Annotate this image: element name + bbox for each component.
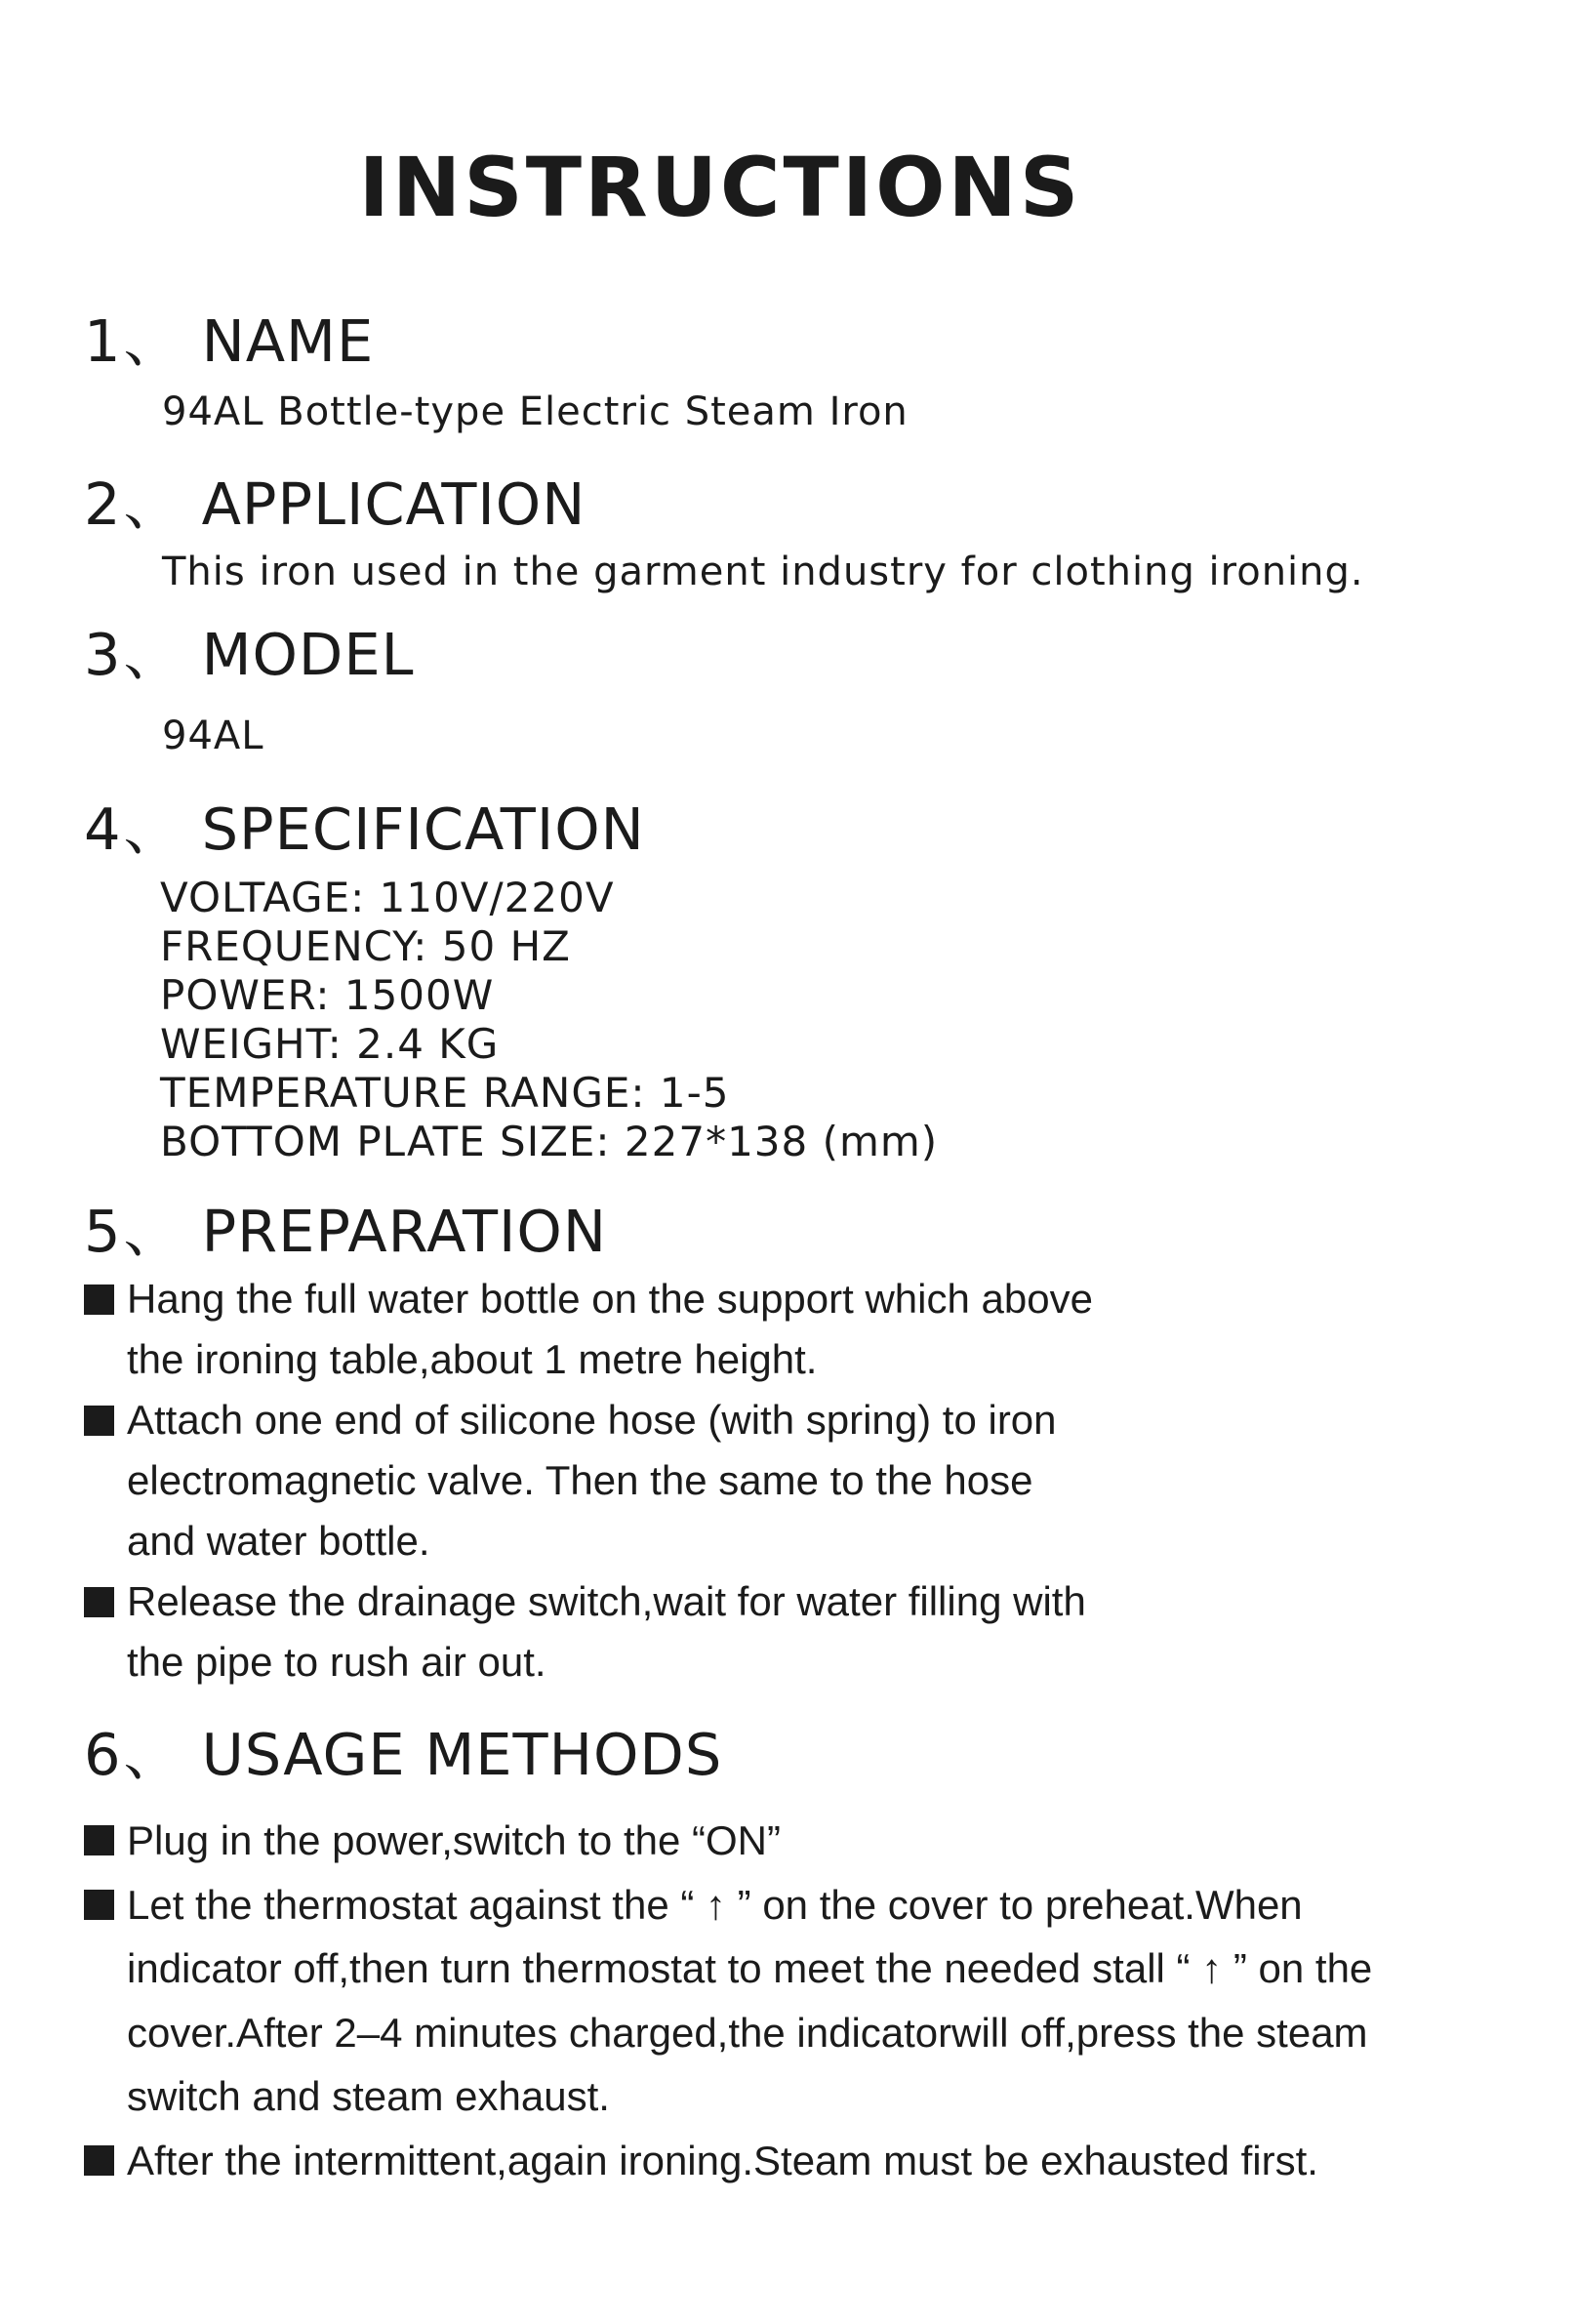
bullet-square-icon [84, 1587, 114, 1617]
usage-list [84, 1809, 1372, 2192]
section-number: 6 [84, 1721, 122, 1788]
section-separator: 、 [123, 621, 182, 688]
text-line: indicator off,then turn thermostat to meet the needed stall “ ↑ ” on the [127, 1945, 1373, 1991]
text-line: Release the drainage switch,wait for water filling with [127, 1578, 1086, 1624]
section-heading-usage-methods [84, 1721, 723, 1788]
section-number: 5 [84, 1198, 122, 1265]
section-title: MODEL [201, 621, 415, 688]
text-line: electromagnetic valve. Then the same to the hose [127, 1457, 1033, 1503]
section-separator: 、 [123, 795, 182, 863]
usage-item [84, 1809, 1372, 1873]
text-line: Hang the full water bottle on the support which above [127, 1276, 1093, 1322]
spec-item-temperature-range: TEMPERATURE RANGE: 1-5 [160, 1069, 730, 1117]
text-line: and water bottle. [127, 1518, 430, 1564]
section-heading-application [84, 470, 586, 538]
section-number: 3 [84, 621, 122, 688]
bullet-square-icon [84, 1890, 114, 1920]
text-line: Attach one end of silicone hose (with spring) to iron [127, 1397, 1057, 1443]
section-title: PREPARATION [201, 1198, 607, 1265]
model-text: 94AL [162, 714, 264, 758]
spec-item-voltage: VOLTAGE: 110V/220V [160, 874, 615, 921]
preparation-item [84, 1269, 1093, 1390]
section-heading-preparation [84, 1198, 607, 1265]
section-number: 1 [84, 307, 122, 375]
bullet-square-icon [84, 1284, 114, 1315]
spec-item-frequency: FREQUENCY: 50 HZ [160, 922, 571, 970]
section-title: NAME [201, 307, 375, 375]
section-number: 4 [84, 795, 122, 863]
section-heading-model [84, 621, 415, 688]
page-title: INSTRUCTIONS [358, 140, 1082, 235]
section-separator: 、 [123, 307, 182, 375]
text-line: Let the thermostat against the “ ↑ ” on the cover to preheat.When [127, 1881, 1303, 1928]
section-title: USAGE METHODS [201, 1721, 723, 1788]
product-name: 94AL Bottle-type Electric Steam Iron [162, 389, 909, 434]
text-line: switch and steam exhaust. [127, 2073, 610, 2119]
section-heading-name [84, 307, 375, 375]
text-line: the ironing table,about 1 metre height. [127, 1336, 818, 1382]
preparation-list [84, 1269, 1093, 1692]
usage-item [84, 2129, 1372, 2193]
section-title: SPECIFICATION [201, 795, 645, 863]
text-line: Plug in the power,switch to the “ON” [127, 1817, 781, 1863]
usage-item [84, 1873, 1372, 2129]
section-title: APPLICATION [201, 470, 586, 538]
section-separator: 、 [123, 470, 182, 538]
preparation-item [84, 1571, 1093, 1692]
section-separator: 、 [123, 1198, 182, 1265]
spec-item-bottom-plate-size: BOTTOM PLATE SIZE: 227*138 (mm) [160, 1118, 939, 1165]
text-line: After the intermittent,again ironing.Steam must be exhausted first. [127, 2137, 1318, 2183]
specification-list [160, 874, 938, 1166]
section-heading-specification [84, 795, 645, 863]
text-line: cover.After 2–4 minutes charged,the indicatorwill off,press the steam [127, 2009, 1368, 2056]
application-text: This iron used in the garment industry for clothing ironing. [162, 550, 1364, 594]
bullet-square-icon [84, 1406, 114, 1436]
bullet-square-icon [84, 2145, 114, 2176]
section-separator: 、 [123, 1721, 182, 1788]
preparation-item [84, 1390, 1093, 1571]
spec-item-weight: WEIGHT: 2.4 KG [160, 1020, 500, 1068]
spec-item-power: POWER: 1500W [160, 971, 495, 1019]
text-line: the pipe to rush air out. [127, 1639, 546, 1685]
bullet-square-icon [84, 1825, 114, 1855]
section-number: 2 [84, 470, 122, 538]
